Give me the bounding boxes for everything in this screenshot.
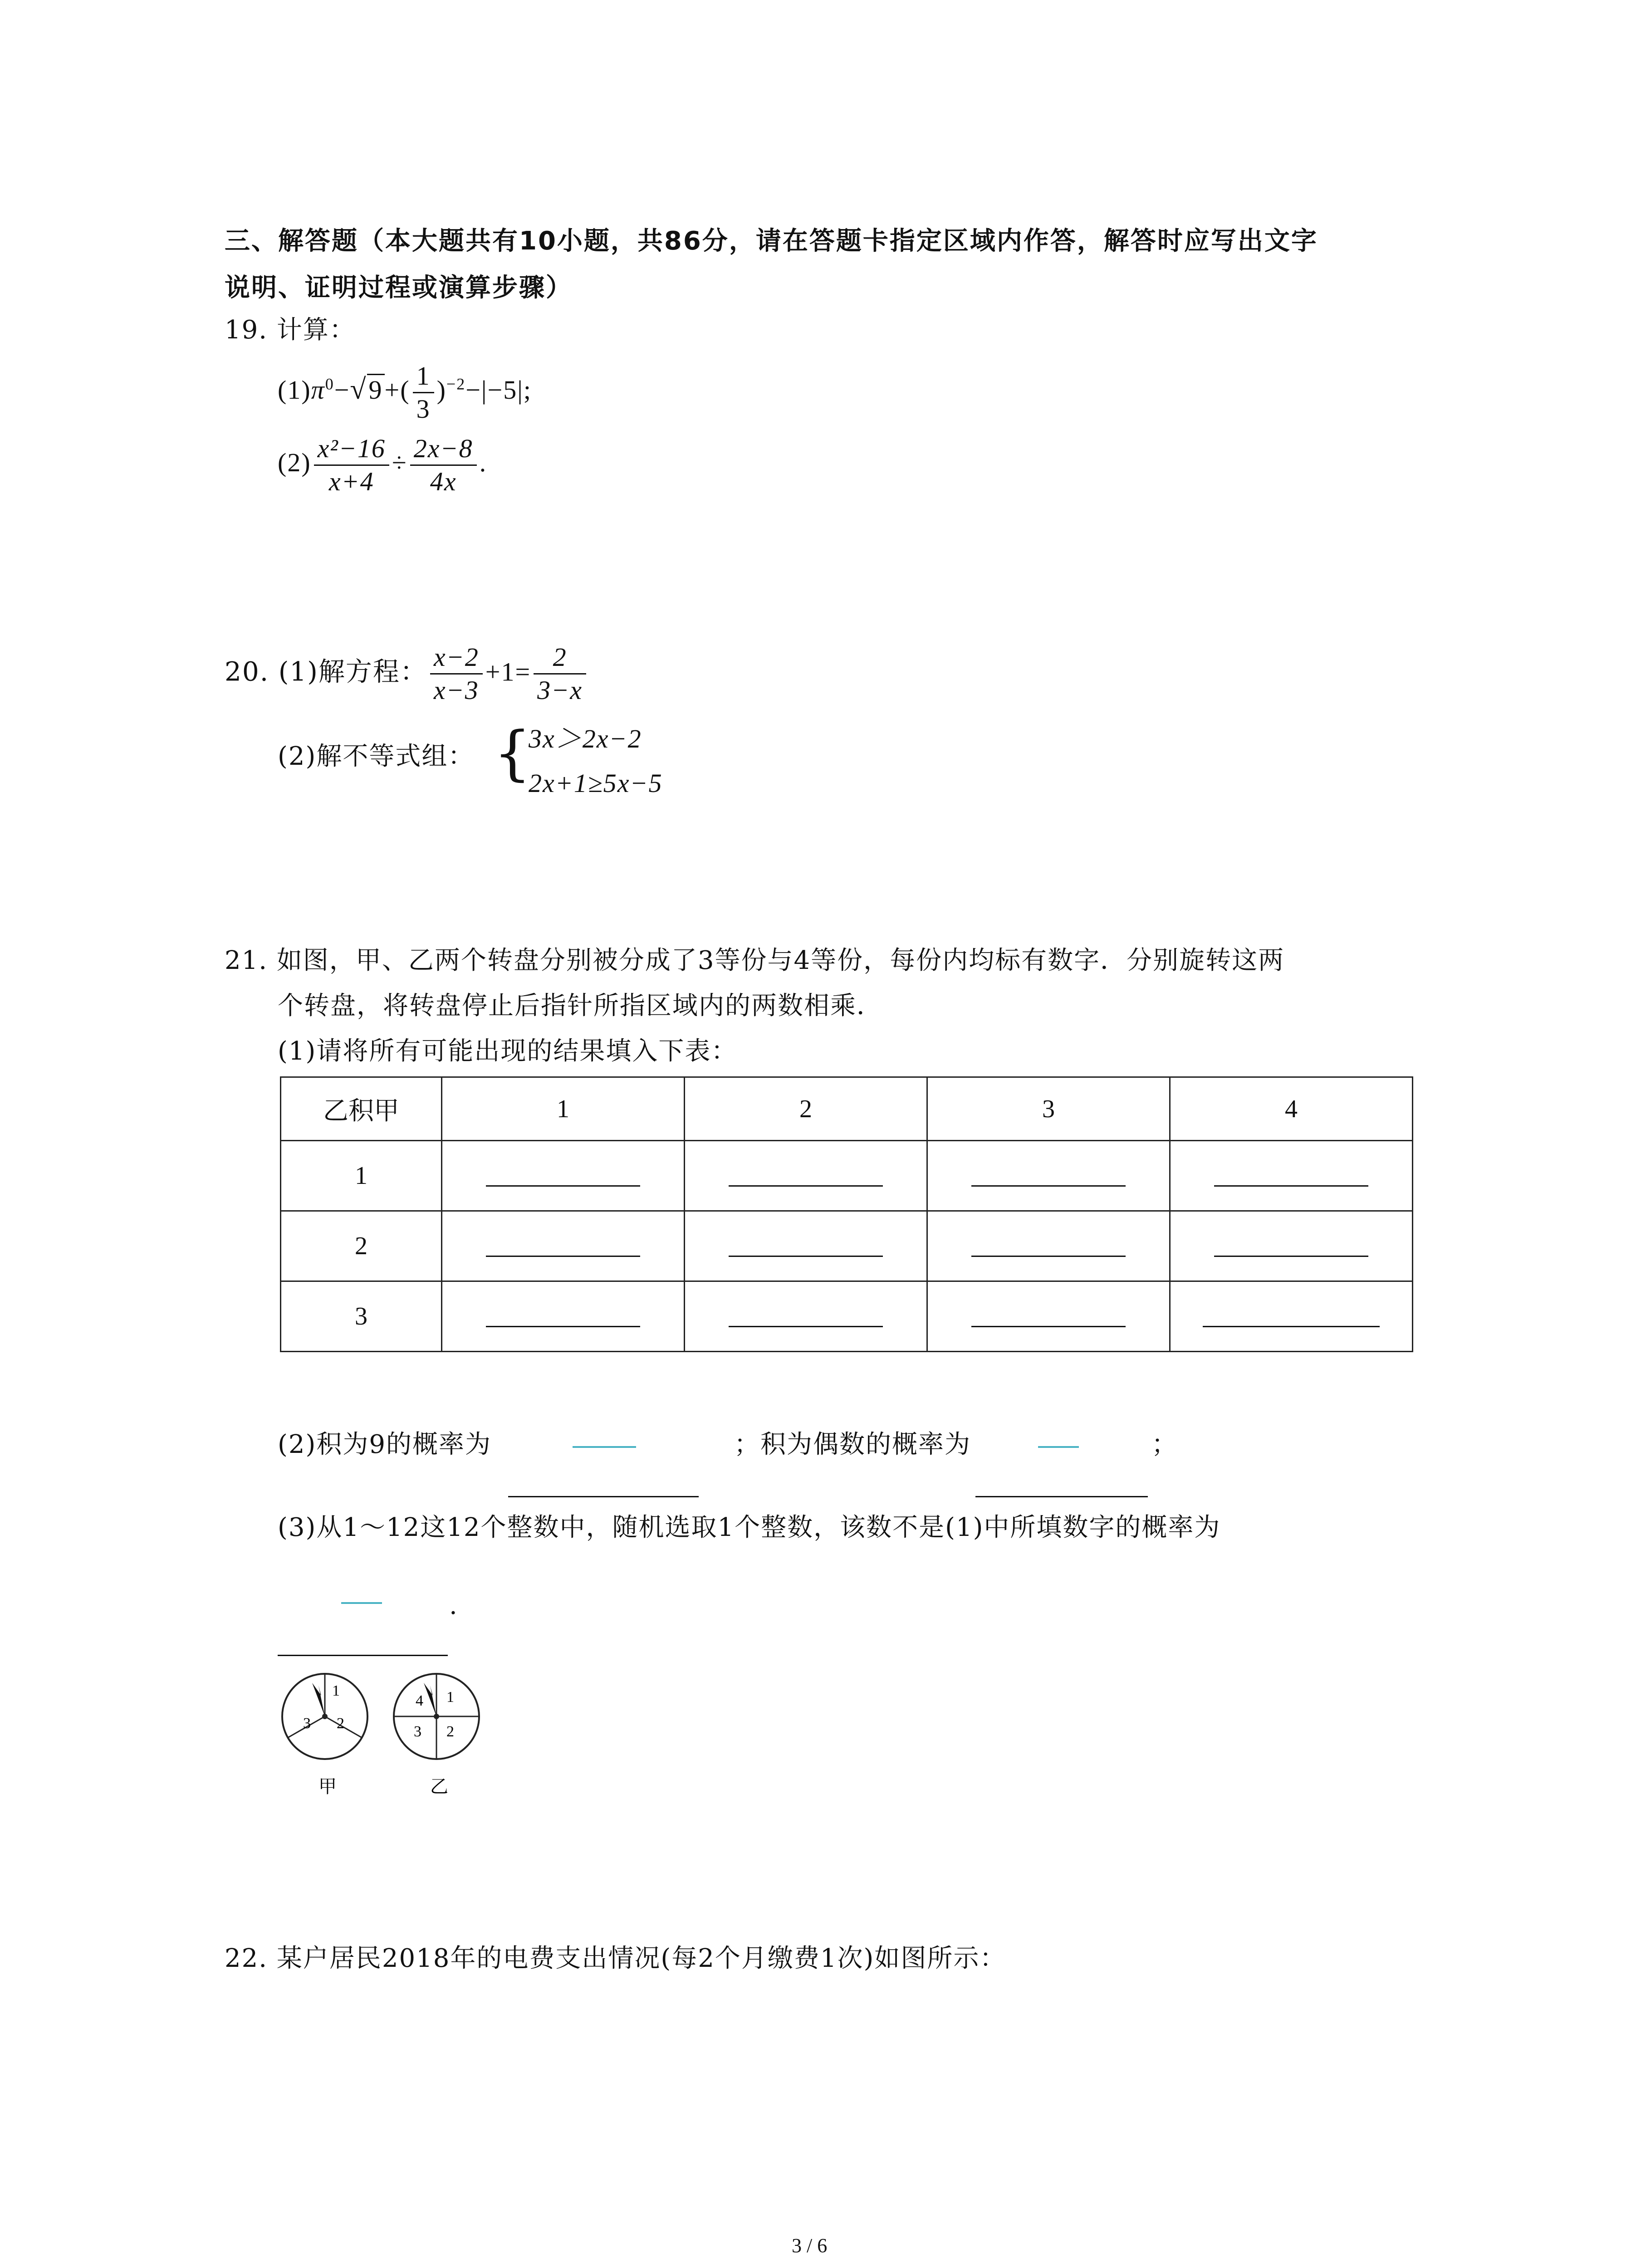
answer-cell[interactable] bbox=[442, 1141, 685, 1211]
plus-paren: +( bbox=[384, 375, 410, 405]
spinner-a-num: 3 bbox=[303, 1715, 311, 1732]
answer-blank[interactable] bbox=[971, 1159, 1126, 1187]
fraction-left bbox=[430, 644, 483, 704]
q19-part2 bbox=[278, 435, 487, 495]
answer-blank[interactable] bbox=[729, 1229, 883, 1257]
q21-line1 bbox=[225, 948, 1284, 973]
answer-line[interactable] bbox=[975, 1496, 1148, 1497]
fraction-numerator: 2 bbox=[534, 644, 586, 675]
spinner-a-num: 1 bbox=[332, 1682, 340, 1699]
page-number: 3 / 6 bbox=[792, 2234, 828, 2257]
fraction-numerator: x−2 bbox=[430, 644, 483, 675]
spinner-b bbox=[394, 1674, 479, 1759]
fraction-numerator: x²−16 bbox=[314, 435, 389, 466]
close-paren: ) bbox=[436, 375, 446, 405]
column-header: 3 bbox=[927, 1077, 1170, 1141]
answer-line[interactable] bbox=[278, 1655, 448, 1656]
q21-text-line2: 个转盘，将转盘停止后指针所指区域内的两数相乘． bbox=[278, 991, 883, 1021]
spinner-b-num: 4 bbox=[416, 1692, 423, 1709]
spinner-b-num: 1 bbox=[446, 1689, 454, 1706]
period: . bbox=[479, 447, 487, 477]
equation-middle: +1= bbox=[485, 657, 531, 687]
column-header: 4 bbox=[1170, 1077, 1413, 1141]
answer-cell[interactable] bbox=[685, 1211, 927, 1281]
spinner-b-num: 2 bbox=[446, 1723, 454, 1740]
answer-blank[interactable] bbox=[486, 1159, 640, 1187]
fraction-right bbox=[534, 644, 586, 704]
table-corner-cell: 乙积甲 bbox=[281, 1077, 442, 1141]
fraction-denominator: x−3 bbox=[433, 675, 479, 705]
q19-heading bbox=[225, 315, 356, 345]
fraction-denominator: x+4 bbox=[328, 467, 374, 496]
answer-blank[interactable] bbox=[486, 1229, 640, 1257]
q20-part1 bbox=[225, 644, 589, 704]
answer-cell[interactable] bbox=[1170, 1211, 1413, 1281]
fraction-numerator: 1 bbox=[413, 363, 434, 393]
semicolon: ； bbox=[1151, 1430, 1178, 1459]
row-header: 3 bbox=[281, 1281, 442, 1352]
fraction-answer-blank[interactable] bbox=[341, 1602, 382, 1604]
fraction-answer-blank[interactable] bbox=[1038, 1446, 1079, 1448]
q19-title: 计算： bbox=[276, 315, 356, 345]
q21-part2-b: ；积为偶数的概率为 bbox=[734, 1430, 971, 1459]
table-header-row bbox=[281, 1077, 1413, 1141]
sqrt-icon: √ bbox=[350, 372, 367, 405]
pointer-arrow-icon bbox=[312, 1683, 325, 1716]
fraction-denominator: 3 bbox=[416, 394, 431, 424]
answer-line[interactable] bbox=[508, 1496, 699, 1497]
q19-part2-label: (2) bbox=[278, 447, 311, 477]
answer-blank[interactable] bbox=[971, 1300, 1126, 1327]
answer-cell[interactable] bbox=[1170, 1141, 1413, 1211]
fraction-one-third bbox=[413, 363, 434, 422]
answer-cell[interactable] bbox=[685, 1141, 927, 1211]
q21-part1: (1)请将所有可能出现的结果填入下表： bbox=[278, 1036, 738, 1066]
spinner-a bbox=[282, 1674, 367, 1759]
spinner-b-num: 3 bbox=[414, 1723, 421, 1740]
table-row bbox=[281, 1211, 1413, 1281]
q19-part1-tail: −|−5|; bbox=[465, 375, 532, 405]
answer-cell[interactable] bbox=[442, 1281, 685, 1352]
q21-number: 21. bbox=[225, 946, 268, 975]
q20-part1-label: (1)解方程： bbox=[278, 656, 427, 687]
q22-text: 某户居民2018年的电费支出情况(每2个月缴费1次)如图所示： bbox=[276, 1944, 1006, 1973]
q19-part1 bbox=[278, 363, 532, 422]
fraction-right bbox=[410, 435, 477, 495]
q22-number: 22. bbox=[225, 1944, 268, 1973]
column-header: 1 bbox=[442, 1077, 685, 1141]
fraction-left bbox=[314, 435, 389, 495]
brace-icon: { bbox=[494, 719, 531, 787]
period: . bbox=[449, 1591, 458, 1620]
answer-blank[interactable] bbox=[729, 1300, 883, 1327]
answer-cell[interactable] bbox=[927, 1281, 1170, 1352]
q20-part2-label: (2)解不等式组： bbox=[278, 742, 475, 771]
answer-blank[interactable] bbox=[971, 1229, 1126, 1257]
sqrt-argument: 9 bbox=[367, 374, 385, 405]
answer-blank[interactable] bbox=[486, 1300, 640, 1327]
fraction-numerator: 2x−8 bbox=[410, 435, 477, 466]
fraction-answer-blank[interactable] bbox=[573, 1446, 636, 1448]
column-header: 2 bbox=[685, 1077, 927, 1141]
table-row bbox=[281, 1141, 1413, 1211]
exponent-zero: 0 bbox=[325, 375, 334, 393]
answer-blank[interactable] bbox=[729, 1159, 883, 1187]
exponent-neg-two: −2 bbox=[446, 375, 466, 393]
pointer-arrow-icon bbox=[424, 1683, 436, 1716]
answer-blank[interactable] bbox=[1214, 1229, 1368, 1257]
section-header-line1: 三、解答题（本大题共有10小题，共86分，请在答题卡指定区域内作答，解答时应写出文字 bbox=[225, 226, 1318, 256]
q21-text-line1: 如图，甲、乙两个转盘分别被分成了3等份与4等份，每份内均标有数字．分别旋转这两 bbox=[276, 946, 1285, 975]
section-header-line2: 说明、证明过程或演算步骤） bbox=[225, 273, 573, 303]
pi-symbol: π bbox=[311, 375, 325, 405]
answer-blank[interactable] bbox=[1203, 1300, 1380, 1327]
q19-number: 19. bbox=[225, 315, 268, 345]
answer-cell[interactable] bbox=[1170, 1281, 1413, 1352]
spinner-a-num: 2 bbox=[337, 1715, 344, 1732]
answer-cell[interactable] bbox=[442, 1211, 685, 1281]
row-header: 2 bbox=[281, 1211, 442, 1281]
answer-cell[interactable] bbox=[685, 1281, 927, 1352]
answer-cell[interactable] bbox=[927, 1141, 1170, 1211]
q21-part2-a: (2)积为9的概率为 bbox=[278, 1430, 491, 1459]
minus-sign: − bbox=[334, 375, 350, 405]
spinners-figure bbox=[278, 1669, 495, 1819]
table-row bbox=[281, 1281, 1413, 1352]
q21-part3: (3)从1～12这12个整数中，随机选取1个整数，该数不是(1)中所填数字的概率为 bbox=[278, 1513, 1221, 1542]
row-header: 1 bbox=[281, 1141, 442, 1211]
q19-part1-label: (1) bbox=[278, 375, 311, 405]
results-table bbox=[280, 1076, 1413, 1352]
q20-number: 20. bbox=[225, 656, 269, 687]
spinner-b-label: 乙 bbox=[430, 1776, 448, 1797]
inequality-1: 3x＞2x−2 bbox=[529, 724, 642, 753]
fraction-denominator: 4x bbox=[430, 467, 457, 496]
spinner-a-label: 甲 bbox=[318, 1776, 337, 1797]
answer-blank[interactable] bbox=[1214, 1159, 1368, 1187]
q22-line bbox=[225, 1946, 1006, 1971]
answer-cell[interactable] bbox=[927, 1211, 1170, 1281]
inequality-2: 2x+1≥5x−5 bbox=[529, 768, 663, 798]
fraction-denominator: 3−x bbox=[537, 675, 583, 705]
divide-sign: ÷ bbox=[392, 447, 407, 477]
